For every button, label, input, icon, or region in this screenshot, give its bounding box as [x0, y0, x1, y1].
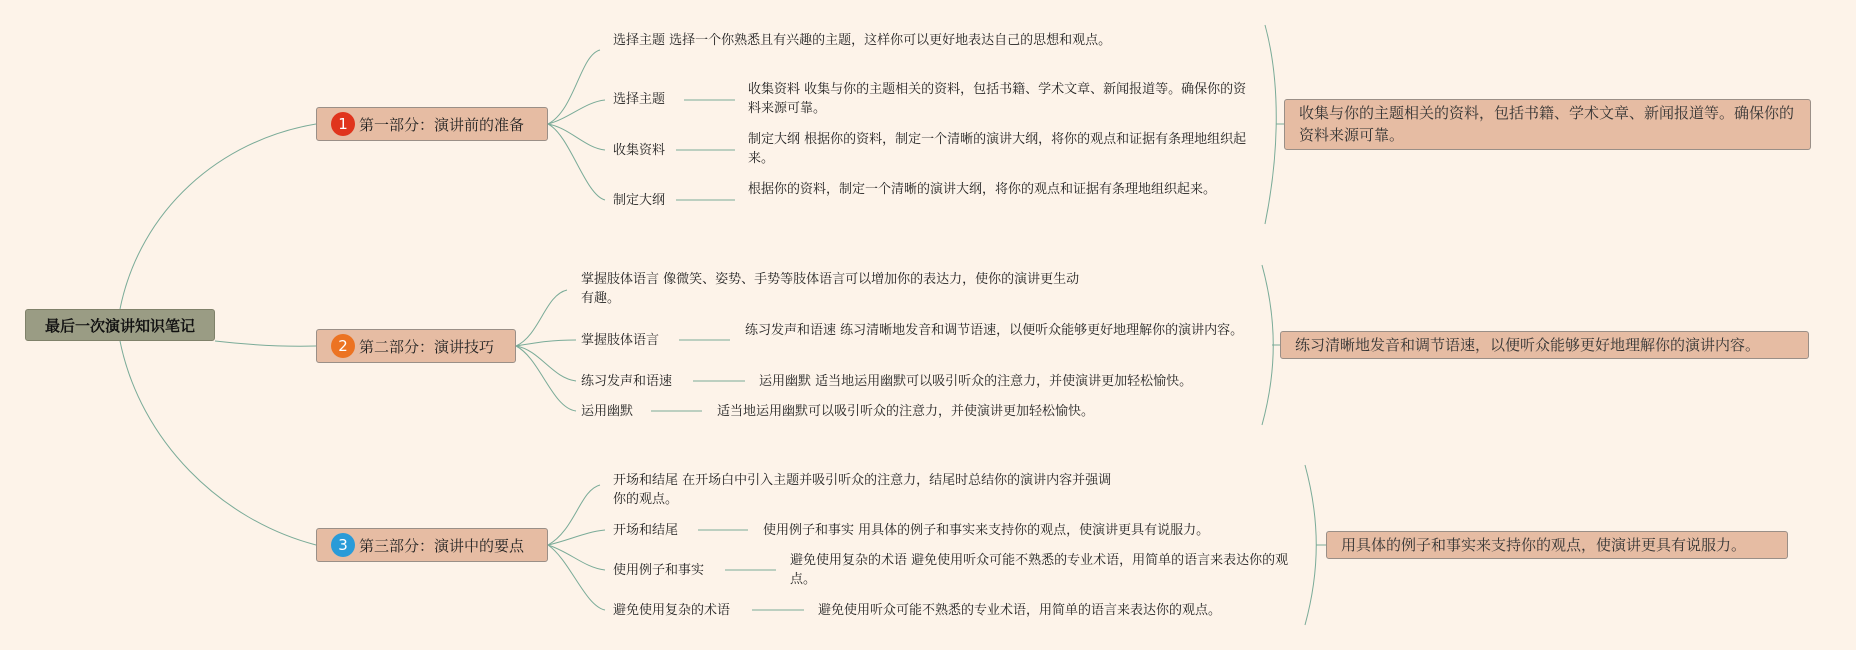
- section-2-summary[interactable]: 练习清晰地发音和调节语速，以便听众能够更好地理解你的演讲内容。: [1280, 331, 1809, 359]
- number-3-badge: 3: [331, 533, 355, 557]
- section-2-item-3-label[interactable]: 运用幽默: [581, 404, 634, 419]
- section-1-summary[interactable]: 收集与你的主题相关的资料，包括书籍、学术文章、新闻报道等。确保你的资料来源可靠。: [1284, 99, 1811, 150]
- section-2-item-1-label[interactable]: 掌握肢体语言: [581, 333, 660, 348]
- section-1-item-3-label[interactable]: 制定大纲: [613, 193, 666, 208]
- section-3-item-3-label[interactable]: 避免使用复杂的术语: [613, 603, 731, 618]
- section-1-item-3-text[interactable]: 根据你的资料，制定一个清晰的演讲大纲，将你的观点和证据有条理地组织起来。: [748, 182, 1217, 197]
- section-2-title: 第二部分：演讲技巧: [359, 337, 495, 356]
- section-2-topic[interactable]: [316, 329, 516, 363]
- section-2-item-2-text[interactable]: 运用幽默 适当地运用幽默可以吸引听众的注意力，并使演讲更加轻松愉快。: [759, 374, 1193, 389]
- section-2-item-3-text[interactable]: 适当地运用幽默可以吸引听众的注意力，并使演讲更加轻松愉快。: [717, 404, 1095, 419]
- number-1-badge: 1: [331, 112, 355, 136]
- section-3-summary[interactable]: 用具体的例子和事实来支持你的观点，使演讲更具有说服力。: [1326, 531, 1788, 559]
- root-topic[interactable]: [25, 309, 215, 341]
- section-1-item-1-text[interactable]: 收集资料 收集与你的主题相关的资料，包括书籍、学术文章、新闻报道等。确保你的资料来源可靠。: [748, 82, 1247, 116]
- section-1-item-2-label[interactable]: 收集资料: [613, 143, 666, 158]
- root-title: 最后一次演讲知识笔记: [44, 316, 195, 335]
- section-3-item-1-label[interactable]: 开场和结尾: [613, 523, 679, 538]
- section-1-intro[interactable]: 选择主题 选择一个你熟悉且有兴趣的主题，这样你可以更好地表达自己的思想和观点。: [613, 33, 1112, 48]
- section-3-item-2-text[interactable]: 避免使用复杂的术语 避免使用听众可能不熟悉的专业术语，用简单的语言来表达你的观点。: [790, 553, 1289, 587]
- section-3-title: 第三部分：演讲中的要点: [359, 536, 525, 555]
- section-3-item-2-label[interactable]: 使用例子和事实: [613, 563, 705, 578]
- section-3-item-3-text[interactable]: 避免使用听众可能不熟悉的专业术语，用简单的语言来表达你的观点。: [818, 603, 1222, 618]
- section-1-item-1-label[interactable]: 选择主题: [613, 92, 666, 107]
- number-2-badge: 2: [331, 334, 355, 358]
- section-1-title: 第一部分：演讲前的准备: [359, 115, 525, 134]
- section-2-item-1-text[interactable]: 练习发声和语速 练习清晰地发音和调节语速，以便听众能够更好地理解你的演讲内容。: [745, 323, 1244, 338]
- section-2-item-2-label[interactable]: 练习发声和语速: [581, 374, 673, 389]
- section-2-intro[interactable]: 掌握肢体语言 像微笑、姿势、手势等肢体语言可以增加你的表达力，使你的演讲更生动有趣。: [581, 272, 1080, 306]
- section-3-intro[interactable]: 开场和结尾 在开场白中引入主题并吸引听众的注意力，结尾时总结你的演讲内容并强调你的观点。: [613, 473, 1112, 507]
- section-1-item-2-text[interactable]: 制定大纲 根据你的资料，制定一个清晰的演讲大纲，将你的观点和证据有条理地组织起来。: [748, 132, 1247, 166]
- section-1-topic[interactable]: [316, 107, 548, 141]
- section-3-topic[interactable]: [316, 528, 548, 562]
- section-3-item-1-text[interactable]: 使用例子和事实 用具体的例子和事实来支持你的观点，使演讲更具有说服力。: [763, 523, 1210, 538]
